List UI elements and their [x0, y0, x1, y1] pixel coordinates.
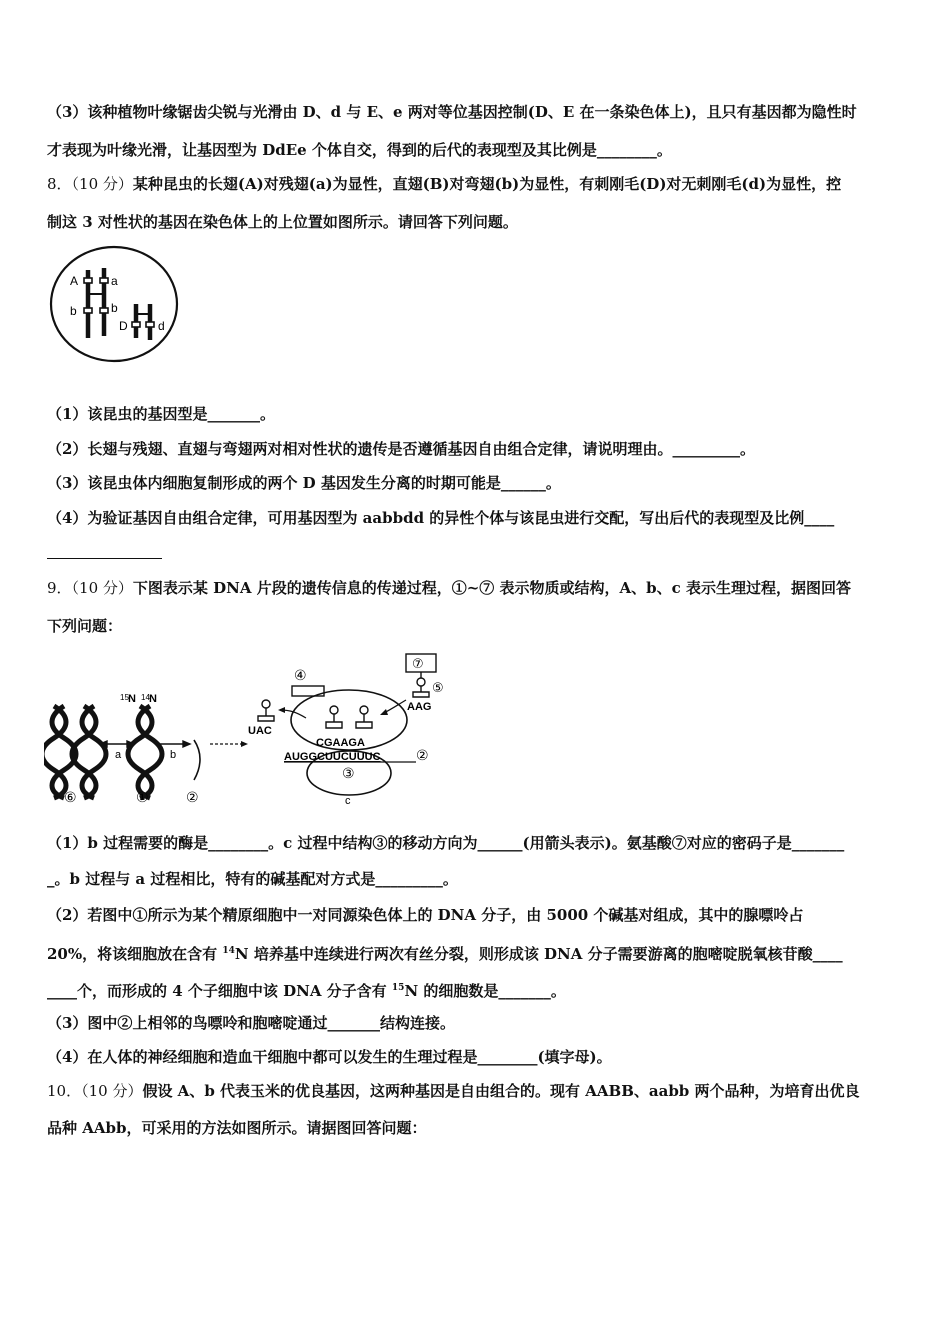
- q8-chromosome-figure: [48, 244, 182, 366]
- process-label-a: a: [115, 749, 122, 761]
- isotope-14-sup: 14: [141, 693, 150, 702]
- q8-part3: （3）该昆虫体内细胞复制形成的两个 D 基因发生分离的时期可能是______。: [47, 474, 561, 492]
- q9-part2-line3: [47, 978, 907, 1001]
- q8-part1: （1）该昆虫的基因型是_______。: [47, 405, 275, 423]
- q9-part2-line2-post: N 培养基中连续进行两次有丝分裂，则形成该 DNA 分子需要游离的胞嘧啶脱氧核苷酸____: [234, 945, 843, 963]
- q9-part2-line1: （2）若图中①所示为某个精原细胞中一对同源染色体上的 DNA 分子，由 5000 个碱基对组成，其中的腺嘌呤占: [47, 906, 804, 924]
- q9-part4: （4）在人体的神经细胞和造血干细胞中都可以发生的生理过程是________(填字母)。: [47, 1048, 612, 1066]
- label-3: ③: [342, 765, 355, 781]
- isotope-14-superscript: 14: [222, 946, 235, 956]
- gene-label-a: a: [111, 274, 118, 288]
- q8-number: 8．: [47, 175, 72, 193]
- label-7: ⑦: [412, 656, 424, 671]
- q10-points: （10 分）: [81, 1082, 143, 1100]
- q9-part2-line2: [47, 941, 907, 964]
- process-label-c: c: [345, 795, 351, 807]
- q8-stem-line1: [47, 174, 907, 194]
- isotope-15-superscript: 15: [391, 983, 405, 993]
- label-2-bottom: ②: [186, 789, 199, 805]
- isotope-15-sup: 15: [120, 693, 129, 702]
- label-1: ①: [136, 789, 149, 805]
- trna-leaving: [258, 700, 274, 721]
- arrow-b: [160, 741, 190, 747]
- anticodon-uac: UAC: [248, 725, 272, 737]
- q8-answer-blank: [47, 558, 162, 559]
- q10-stem-line1: [47, 1081, 907, 1101]
- q9-points: （10 分）: [71, 579, 133, 597]
- gene-label-d: d: [158, 319, 165, 333]
- trna-incoming-5: [413, 678, 429, 697]
- q9-part1-line1: （1）b 过程需要的酶是________。c 过程中结构③的移动方向为______(用箭头表示)。氨基酸⑦对应的密码子是_______: [47, 834, 845, 852]
- gene-label-A: A: [70, 274, 79, 288]
- q8-stem-text: 某种昆虫的长翅(A)对残翅(a)为显性，直翅(B)对弯翅(b)为显性，有刺刚毛(D)对无刺刚毛(d)为显性，控: [132, 175, 842, 193]
- label-4: ④: [294, 667, 307, 683]
- q7-part3-line1: （3）该种植物叶缘锯齿尖锐与光滑由 D、d 与 E、e 两对等位基因控制(D、E 在一条染色体上)，且只有基因都为隐性时: [47, 103, 857, 121]
- gene-label-D: D: [119, 319, 128, 333]
- q7-part3-line2: 才表现为叶缘光滑，让基因型为 DdEe 个体自交，得到的后代的表现型及其比例是________。: [47, 141, 672, 159]
- q8-part2: （2）长翅与残翅、直翅与弯翅两对相对性状的遗传是否遵循基因自由组合定律，请说明理由。_________。: [47, 440, 755, 458]
- isotope-14-n: N: [149, 693, 157, 705]
- q9-part2-line2-pre: 20%，将该细胞放在含有: [47, 945, 223, 963]
- q9-stem-line2: 下列问题：: [47, 617, 123, 635]
- q9-stem-line1: [47, 578, 907, 598]
- label-2-right: ②: [416, 747, 429, 763]
- q9-stem-text: 下图表示某 DNA 片段的遗传信息的传递过程，①~⑦ 表示物质或结构，A、b、c 表示生理过程，据图回答: [132, 579, 851, 597]
- q8-stem-line2: 制这 3 对性状的基因在染色体上的上位置如图所示。请回答下列问题。: [47, 213, 518, 231]
- q10-number: 10．: [47, 1082, 82, 1100]
- q9-part3: （3）图中②上相邻的鸟嘌呤和胞嘧啶通过_______结构连接。: [47, 1014, 455, 1032]
- q9-number: 9．: [47, 579, 72, 597]
- q10-stem-text: 假设 A、b 代表玉米的优良基因，这两种基因是自由组合的。现有 AABB、aabb 两个品种，为培育出优良: [142, 1082, 860, 1100]
- q9-part1-line2: _。b 过程与 a 过程相比，特有的碱基配对方式是_________。: [47, 870, 458, 888]
- trna-in-ribosome: [326, 706, 372, 728]
- dna-helix-6: [44, 706, 106, 798]
- label-6: ⑥: [64, 789, 77, 805]
- q8-part4: （4）为验证基因自由组合定律，可用基因型为 aabbdd 的异性个体与该昆虫进行交配，写出后代的表现型及比例____: [47, 509, 835, 527]
- arrow-a: [100, 741, 134, 747]
- q9-part2-line3-post: N 的细胞数是_______。: [404, 982, 566, 1000]
- q10-stem-line2: 品种 AAbb，可采用的方法如图所示。请据图回答问题：: [47, 1119, 427, 1137]
- q9-part2-line3-pre: ____个，而形成的 4 个子细胞中该 DNA 分子含有: [47, 982, 392, 1000]
- q9-gene-expression-figure: [44, 648, 464, 810]
- q8-points: （10 分）: [71, 175, 133, 193]
- gene-label-b-right: b: [111, 301, 118, 315]
- gene-label-b-left: b: [70, 304, 77, 318]
- dna-helix-1: [128, 706, 162, 798]
- mrna-sequence: AUGGCUUCUUUC: [284, 751, 381, 763]
- process-label-b: b: [170, 749, 177, 761]
- isotope-15-n: N: [128, 693, 136, 705]
- label-5: ⑤: [432, 680, 444, 695]
- mrna-strand-2: [194, 740, 200, 780]
- anticodon-aag: AAG: [407, 701, 432, 713]
- anticodons-cgaaga: CGAAGA: [316, 737, 365, 749]
